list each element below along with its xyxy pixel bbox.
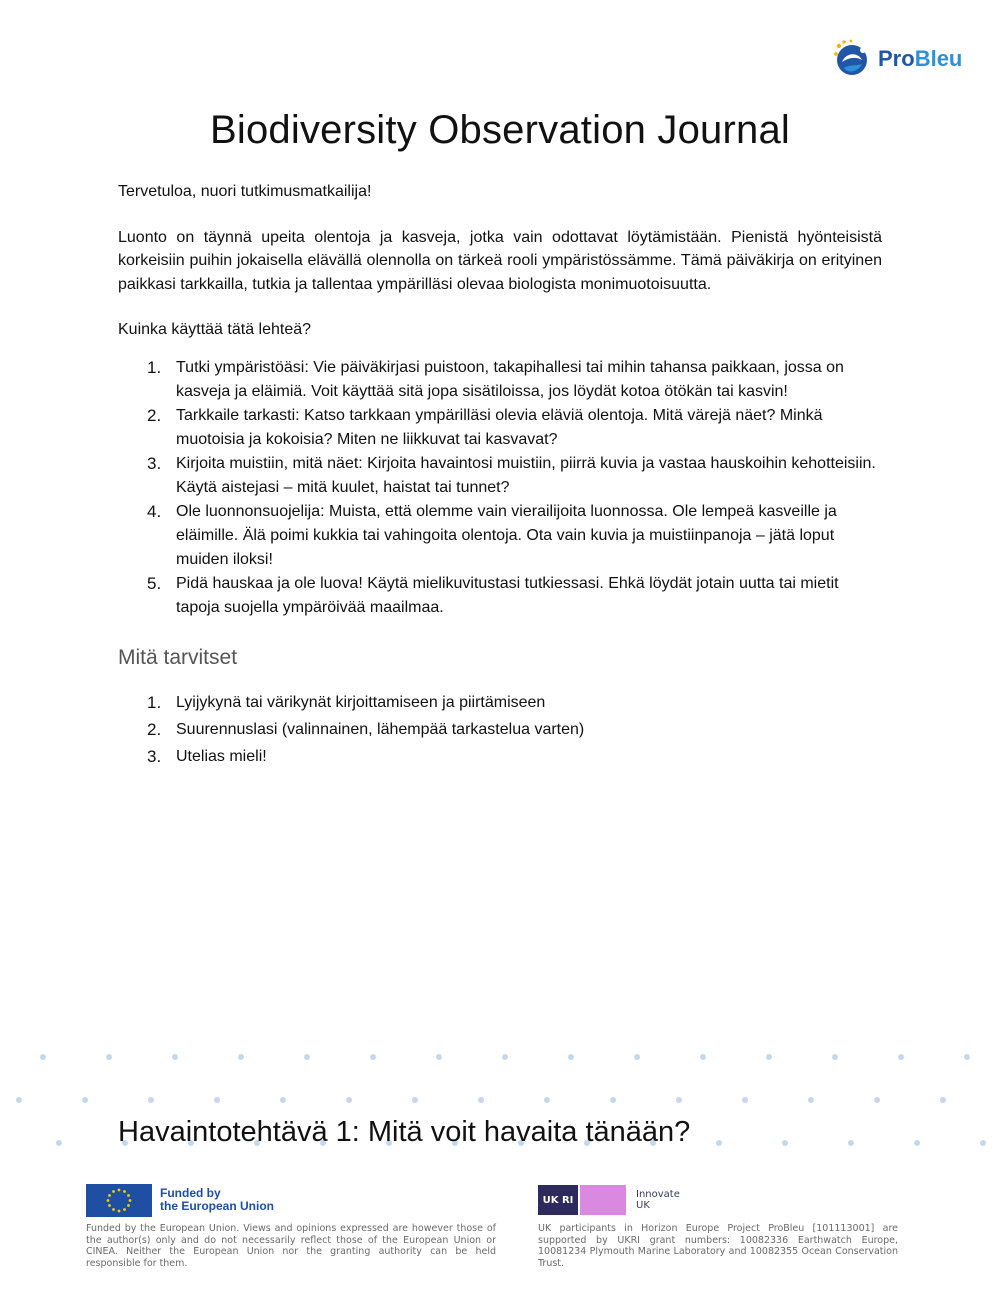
probleu-logo-icon [830, 38, 874, 80]
list-item-text: Lyijykynä tai värikynät kirjoittamiseen ja piirtämiseen [176, 694, 546, 711]
list-item [118, 743, 882, 770]
main-content [118, 180, 882, 770]
list-item [118, 404, 882, 452]
list-item-text: Ole luonnonsuojelija: Muista, että olemme vain vierailijoita luonnossa. Ole lempeä kasveille ja eläimille. Älä poimi kukkia tai vahingoita olentoja. Ota vain kuvia ja muistiinpanoja – jätä loput muiden iloksi! [176, 502, 837, 568]
decorative-dot [346, 1097, 352, 1103]
list-number: 2. [147, 405, 162, 425]
decorative-dot [436, 1054, 442, 1060]
eu-funding-block [86, 1183, 496, 1269]
decorative-dot [716, 1140, 722, 1146]
eu-disclaimer: Funded by the European Union. Views and opinions expressed are however those of the author(s) only and do not necessarily reflect those of the European Union or CINEA. Neither the European Union nor the granting authority can be held responsible for them. [86, 1223, 496, 1269]
decorative-dot [980, 1140, 986, 1146]
decorative-dot [544, 1097, 550, 1103]
list-item [118, 500, 882, 572]
list-number: 1. [147, 693, 162, 712]
decorative-dot [848, 1140, 854, 1146]
list-number: 3. [147, 747, 162, 766]
decorative-dot [478, 1097, 484, 1103]
list-item-text: Utelias mieli! [176, 748, 267, 765]
decorative-dot [370, 1054, 376, 1060]
list-number: 2. [147, 720, 162, 739]
list-number: 3. [147, 453, 162, 473]
greeting-text: Tervetuloa, nuori tutkimusmatkailija! [118, 183, 372, 200]
usage-steps-list [118, 356, 882, 620]
decorative-dot [964, 1054, 970, 1060]
list-item-text: Tarkkaile tarkasti: Katso tarkkaan ympärilläsi olevia eläviä olentoja. Mitä värejä näet? Minkä muotoisia ja kokoisia? Miten ne liikkuvat tai kasvavat? [176, 406, 823, 448]
decorative-dot [832, 1054, 838, 1060]
innovate-uk-logo-icon [580, 1185, 626, 1215]
decorative-dot [898, 1054, 904, 1060]
decorative-dot [568, 1054, 574, 1060]
decorative-dot [700, 1054, 706, 1060]
decorative-dot [940, 1097, 946, 1103]
ukri-logo: UK RI [538, 1185, 578, 1215]
list-item [118, 572, 882, 620]
decorative-dot [238, 1054, 244, 1060]
brand-name-part2: Bleu [914, 46, 963, 71]
decorative-dot [502, 1054, 508, 1060]
decorative-dot [634, 1054, 640, 1060]
list-item [118, 716, 882, 743]
page-title: Biodiversity Observation Journal [210, 108, 790, 152]
list-item [118, 452, 882, 500]
decorative-dot [742, 1097, 748, 1103]
observation-task-heading: Havaintotehtävä 1: Mitä voit havaita tänään? [118, 1116, 691, 1148]
decorative-dot [148, 1097, 154, 1103]
needs-list [118, 689, 882, 770]
decorative-dot [106, 1054, 112, 1060]
decorative-dot [874, 1097, 880, 1103]
list-item-text: Kirjoita muistiin, mitä näet: Kirjoita havaintosi muistiin, piirrä kuvia ja vastaa hauskoihin kehotteisiin. Käytä aistejasi – mitä kuulet, haistat tai tunnet? [176, 454, 876, 496]
probleu-logo [830, 38, 980, 80]
list-item-text: Tutki ympäristöäsi: Vie päiväkirjasi puistoon, takapihallesi tai mihin tahansa paikkaan, jossa on kasveja ja eläimiä. Voit käyttää sitä jopa sisätiloissa, jos löydät kotoa ötökän tai kasvin! [176, 358, 844, 400]
list-item-text: Suurennuslasi (valinnainen, lähempää tarkastelua varten) [176, 721, 585, 738]
eu-flag-icon [86, 1184, 152, 1217]
decorative-dot [676, 1097, 682, 1103]
innovate-uk-label: Innovate UK [636, 1189, 680, 1211]
needs-heading: Mitä tarvitset [118, 645, 238, 669]
probleu-wordmark [878, 46, 962, 72]
decorative-dot [82, 1097, 88, 1103]
list-number: 4. [147, 501, 162, 521]
decorative-dot [808, 1097, 814, 1103]
brand-name-part1: Pro [878, 46, 915, 71]
decorative-dot [766, 1054, 772, 1060]
decorative-dot [172, 1054, 178, 1060]
decorative-dot [40, 1054, 46, 1060]
intro-paragraph: Luonto on täynnä upeita olentoja ja kasveja, jotka vain odottavat löytämistään. Pienistä hyönteisistä korkeisiin puihin jokaisella elävällä olennolla on tärkeä rooli ympäristössämme. Tämä päiväkirja on erityinen paikkasi tarkkailla, tutkia ja tallentaa ympärilläsi olevaa biologista monimuotoisuutta. [118, 228, 882, 293]
decorative-dot [214, 1097, 220, 1103]
eu-funded-label: Funded by the European Union [160, 1186, 274, 1213]
ukri-statement: UK participants in Horizon Europe Project ProBleu [101113001] are supported by UKRI grant numbers: 10082336 Earthwatch Europe, 10081234 Plymouth Marine Laboratory and 10082355 Ocean Conservation Trust. [538, 1223, 898, 1269]
list-item [118, 689, 882, 716]
decorative-dot [914, 1140, 920, 1146]
decorative-dot [412, 1097, 418, 1103]
list-item [118, 356, 882, 404]
decorative-dot [56, 1140, 62, 1146]
howto-heading: Kuinka käyttää tätä lehteä? [118, 321, 312, 338]
decorative-dot [610, 1097, 616, 1103]
decorative-dot [16, 1097, 22, 1103]
decorative-dot [782, 1140, 788, 1146]
list-number: 5. [147, 573, 162, 593]
ukri-block [538, 1183, 898, 1269]
list-item-text: Pidä hauskaa ja ole luova! Käytä mielikuvitustasi tutkiessasi. Ehkä löydät jotain uutta tai mietit tapoja suojella ympäröivää maailmaa. [176, 574, 839, 616]
list-number: 1. [147, 357, 162, 377]
decorative-dot [304, 1054, 310, 1060]
decorative-dot [280, 1097, 286, 1103]
